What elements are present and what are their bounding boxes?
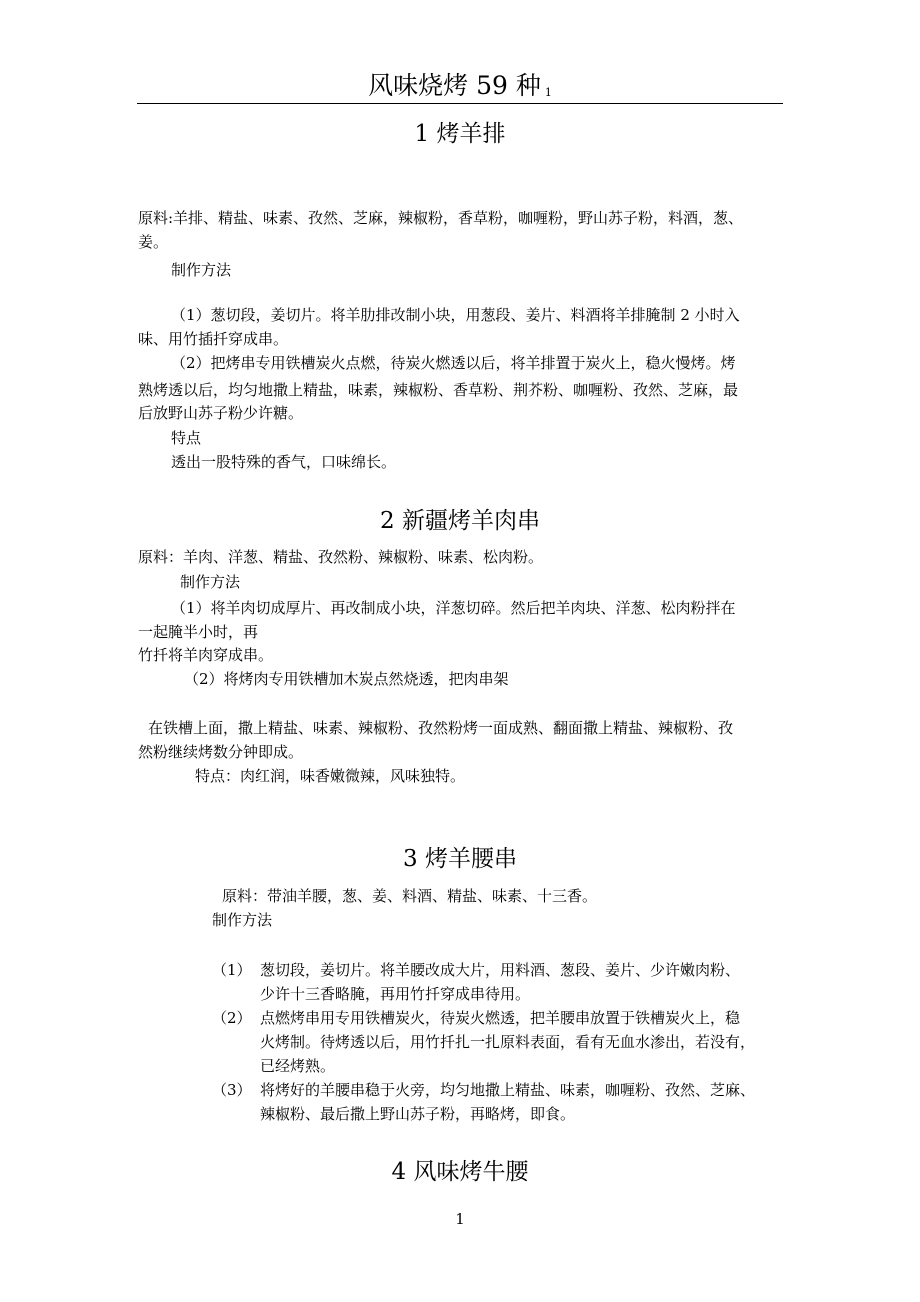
section-2-title: 2 新疆烤羊肉串 bbox=[380, 508, 540, 534]
section-4-title: 4 风味烤牛腰 bbox=[391, 1159, 529, 1185]
section-2-method-heading: 制作方法 bbox=[180, 573, 241, 591]
section-2-step-1-end: 竹扦将羊肉穿成串。 bbox=[138, 646, 274, 664]
section-3-title: 3 烤羊腰串 bbox=[403, 846, 517, 872]
section-1-step-1-cont: 味、用竹插扦穿成串。 bbox=[138, 330, 289, 348]
section-3-method-heading: 制作方法 bbox=[212, 911, 273, 929]
header-divider bbox=[137, 103, 783, 104]
section-2-ingredients: 原料：羊肉、洋葱、精盐、孜然粉、辣椒粉、味素、松肉粉。 bbox=[138, 548, 544, 566]
section-3-step-2-cont: 火烤制。待烤透以后，用竹扦扎一扎原料表面，看有无血水渗出，若没有， bbox=[260, 1033, 756, 1051]
section-1-title: 1 烤羊排 bbox=[414, 121, 506, 147]
section-1-ingredients-cont: 姜。 bbox=[138, 233, 169, 251]
section-3-step-3: 将烤好的羊腰串稳于火旁，均匀地撒上精盐、味素，咖喱粉、孜然、芝麻、 bbox=[260, 1081, 756, 1099]
section-1-step-1: （1）葱切段，姜切片。将羊肋排改制小块，用葱段、姜片、料酒将羊排腌制 2 小时入 bbox=[171, 306, 740, 324]
header-superscript: 1 bbox=[544, 86, 552, 99]
section-3-ingredients: 原料：带油羊腰，葱、姜、料酒、精盐、味素、十三香。 bbox=[222, 887, 598, 905]
section-3-step-3-number: （3） bbox=[212, 1081, 252, 1099]
section-3-step-2-number: （2） bbox=[212, 1009, 252, 1027]
section-2-step-2-end: 然粉继续烤数分钟即成。 bbox=[138, 743, 304, 761]
section-2-step-1: （1）将羊肉切成厚片、再改制成小块，洋葱切碎。然后把羊肉块、洋葱、松肉粉拌在 bbox=[171, 599, 736, 617]
section-2-feature: 特点：肉红润，味香嫩微辣，风味独特。 bbox=[195, 767, 466, 785]
section-1-feature-heading: 特点 bbox=[171, 429, 202, 447]
section-3-step-1: 葱切段，姜切片。将羊腰改成大片，用料酒、葱段、姜片、少许嫩肉粉、 bbox=[260, 961, 741, 979]
section-1-ingredients: 原料:羊排、精盐、味素、孜然、芝麻，辣椒粉，香草粉，咖喱粉，野山苏子粉，料酒，葱、 bbox=[138, 209, 744, 227]
section-1-method-heading: 制作方法 bbox=[171, 261, 232, 279]
section-3-step-1-number: （1） bbox=[212, 961, 252, 979]
section-1-step-2: （2）把烤串专用铁槽炭火点燃，待炭火燃透以后，将羊排置于炭火上，稳火慢烤。烤 bbox=[171, 354, 736, 372]
section-3-step-2: 点燃烤串用专用铁槽炭火，待炭火燃透，把羊腰串放置于铁槽炭火上，稳 bbox=[260, 1009, 741, 1027]
section-2-step-2-cont: 在铁槽上面，撒上精盐、味素、辣椒粉、孜然粉烤一面成熟、翻面撒上精盐、辣椒粉、孜 bbox=[148, 719, 734, 737]
header-title: 风味烧烤 59 种 1 bbox=[368, 71, 552, 100]
section-3-step-3-cont: 辣椒粉、最后撒上野山苏子粉，再略烤，即食。 bbox=[260, 1105, 576, 1123]
section-3-step-2-end: 已经烤熟。 bbox=[260, 1057, 336, 1075]
page-number: 1 bbox=[455, 1210, 465, 1228]
section-1-feature: 透出一股特殊的香气，口味绵长。 bbox=[171, 453, 397, 471]
section-2-step-2: （2）将烤肉专用铁槽加木炭点然烧透，把肉串架 bbox=[184, 670, 509, 688]
section-2-step-1-cont: 一起腌半小时，再 bbox=[138, 623, 259, 641]
section-1-step-2-end: 后放野山苏子粉少许糖。 bbox=[138, 404, 304, 422]
section-3-step-1-cont: 少许十三香略腌，再用竹扦穿成串待用。 bbox=[260, 985, 531, 1003]
section-1-step-2-cont: 熟烤透以后，均匀地撒上精盐，味素，辣椒粉、香草粉、荆芥粉、咖喱粉、孜然、芝麻，最 bbox=[138, 381, 739, 399]
